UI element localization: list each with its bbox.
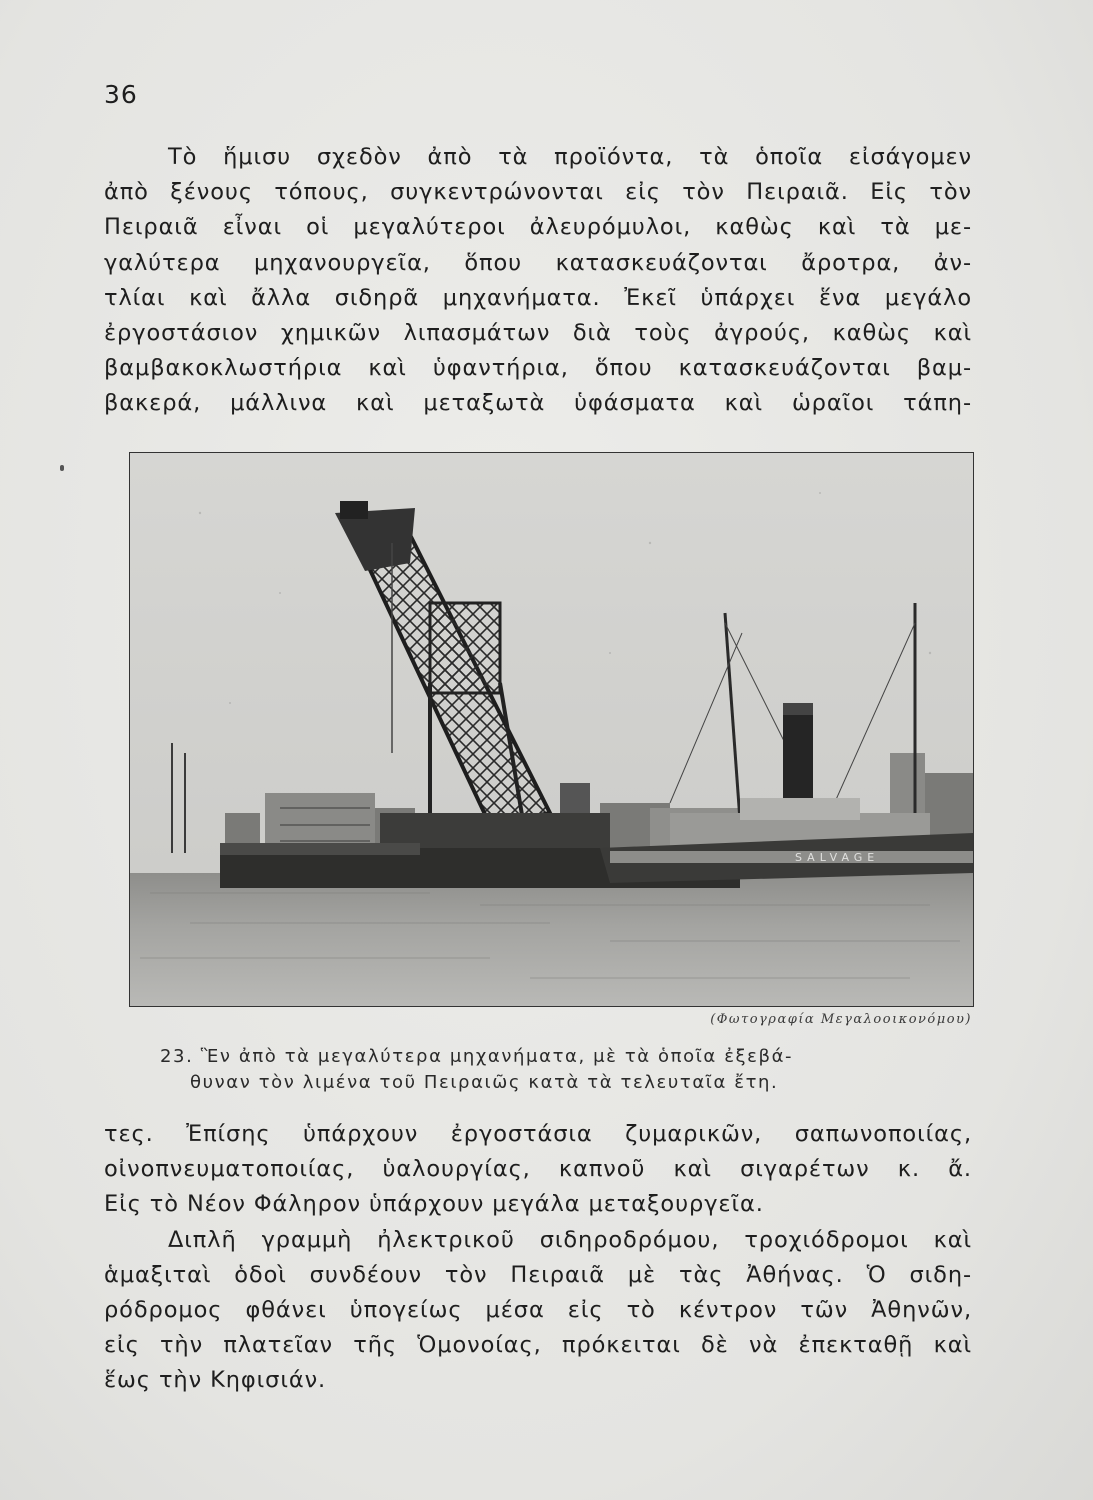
- text-block-top: [104, 140, 972, 422]
- text-line: ἀπὸ ξένους τόπους, συγκεντρώνονται εἰς τὸν Πειραιᾶ. Εἰς τὸν: [104, 179, 972, 206]
- text-block-bottom: [104, 1117, 972, 1399]
- ship-name-text: SALVAGE: [795, 851, 880, 864]
- harbor-photo: [129, 452, 974, 1007]
- text-line: ἐργοστάσιον χημικῶν λιπασμάτων διὰ τοὺς ἀγρούς, καθὼς καὶ: [104, 320, 972, 347]
- text-line: Τὸ ἥμισυ σχεδὸν ἀπὸ τὰ προϊόντα, τὰ ὁποῖα εἰσάγομεν: [168, 144, 972, 170]
- text-line: βακερά, μάλλινα καὶ μεταξωτὰ ὑφάσματα καὶ ὡραῖοι τάπη-: [104, 390, 972, 417]
- text-line: εἰς τὴν πλατεῖαν τῆς Ὁμονοίας, πρόκειται δὲ νὰ ἐπεκταθῇ καὶ: [104, 1332, 972, 1359]
- text-line: Διπλῆ γραμμὴ ἠλεκτρικοῦ σιδηροδρόμου, τροχιόδρομοι καὶ: [168, 1226, 972, 1253]
- text-line: τες. Ἐπίσης ὑπάρχουν ἐργοστάσια ζυμαρικῶν, σαπωνοποιίας,: [104, 1121, 972, 1147]
- margin-mark: [60, 465, 64, 471]
- text-line: Πειραιᾶ εἶναι οἱ μεγαλύτεροι ἀλευρόμυλοι, καθὼς καὶ τὰ με-: [104, 214, 972, 241]
- text-line: ρόδρομος φθάνει ὑπογείως μέσα εἰς τὸ κέντρον τῶν Ἀθηνῶν,: [104, 1297, 972, 1324]
- figure-caption: [160, 1044, 960, 1096]
- text-line: οἰνοπνευματοποιίας, ὑαλουργίας, καπνοῦ καὶ σιγαρέτων κ. ἄ.: [104, 1156, 972, 1183]
- text-line: ἁμαξιταὶ ὁδοὶ συνδέουν τὸν Πειραιᾶ μὲ τὰς Ἀθήνας. Ὁ σιδη-: [104, 1261, 972, 1288]
- text-line: βαμβακοκλωστήρια καὶ ὑφαντήρια, ὅπου κατασκευάζονται βαμ-: [104, 355, 972, 382]
- text-line: τλίαι καὶ ἄλλα σιδηρᾶ μηχανήματα. Ἐκεῖ ὑπάρχει ἕνα μεγάλο: [104, 284, 972, 311]
- caption-line: θυναν τὸν λιμένα τοῦ Πειραιῶς κατὰ τὰ τελευταῖα ἔτη.: [190, 1072, 779, 1093]
- text-line: Εἰς τὸ Νέον Φάληρον ὑπάρχουν μεγάλα μεταξουργεῖα.: [104, 1191, 764, 1218]
- caption-line: 23. Ἓν ἀπὸ τὰ μεγαλύτερα μηχανήματα, μὲ τὰ ὁποῖα ἐξεβά-: [160, 1046, 794, 1067]
- page-number: 36: [104, 80, 138, 109]
- text-line: γαλύτερα μηχανουργεῖα, ὅπου κατασκευάζονται ἄροτρα, ἀν-: [104, 249, 972, 276]
- photo-credit: (Φωτογραφία Μεγαλοοικονόμου): [710, 1012, 972, 1027]
- text-line: ἕως τὴν Κηφισιάν.: [104, 1367, 327, 1394]
